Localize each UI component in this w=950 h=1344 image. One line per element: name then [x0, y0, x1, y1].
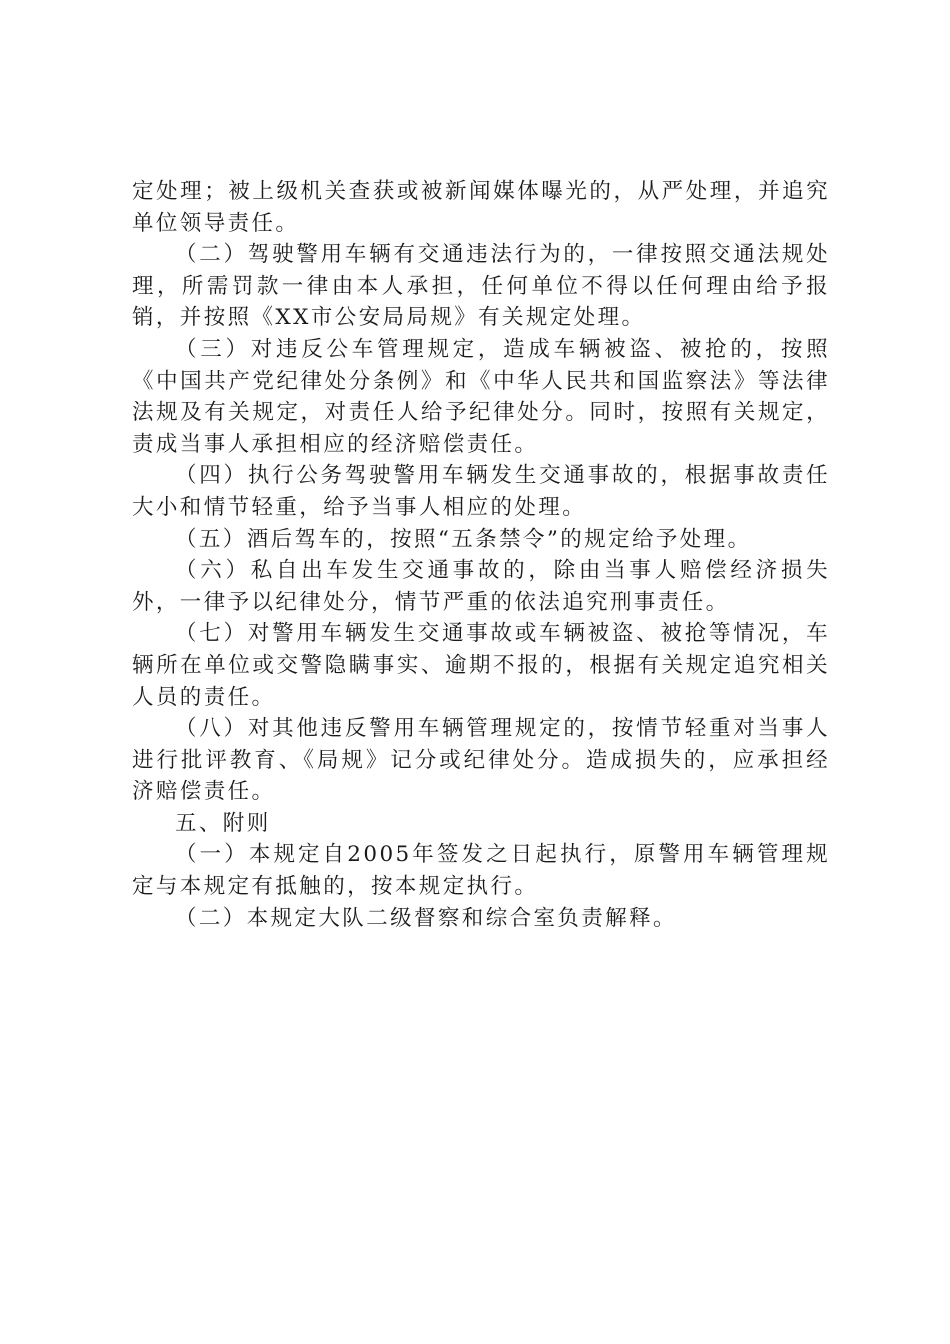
paragraph-continuation: 定处理；被上级机关查获或被新闻媒体曝光的，从严处理，并追究单位领导责任。: [132, 179, 830, 236]
paragraph-item-3: （三）对违反公车管理规定，造成车辆被盗、被抢的，按照《中国共产党纪律处分条例》和《中华人民共和国监察法》等法律法规及有关规定，对责任人给予纪律处分。同时，按照有关规定，责成当事人承担相应的经济赔偿责任。: [132, 336, 830, 457]
paragraph-item-6: （六）私自出车发生交通事故的，除由当事人赔偿经济损失外，一律予以纪律处分，情节严重的依法追究刑事责任。: [132, 558, 830, 615]
paragraph-supplementary-2: （二）本规定大队二级督察和综合室负责解释。: [175, 905, 677, 931]
document-body: [132, 176, 830, 934]
paragraph-supplementary-1: （一）本规定自2005年签发之日起执行，原警用车辆管理规定与本规定有抵触的，按本规定执行。: [132, 842, 830, 900]
paragraph-item-2: （二）驾驶警用车辆有交通违法行为的，一律按照交通法规处理，所需罚款一律由本人承担，任何单位不得以任何理由给予报销，并按照《XX市公安局局规》有关规定处理。: [132, 242, 830, 331]
paragraph-item-5: （五）酒后驾车的，按照“五条禁令”的规定给予处理。: [175, 526, 752, 552]
paragraph-item-8: （八）对其他违反警用车辆管理规定的，按情节轻重对当事人进行批评教育、《局规》记分或纪律处分。造成损失的，应承担经济赔偿责任。: [132, 716, 830, 805]
paragraph-item-4: （四）执行公务驾驶警用车辆发生交通事故的，根据事故责任大小和情节轻重，给予当事人相应的处理。: [132, 463, 830, 520]
section-heading-supplementary: 五、附则: [175, 810, 271, 836]
paragraph-item-7: （七）对警用车辆发生交通事故或车辆被盗、被抢等情况，车辆所在单位或交警隐瞒事实、逾期不报的，根据有关规定追究相关人员的责任。: [132, 621, 830, 710]
